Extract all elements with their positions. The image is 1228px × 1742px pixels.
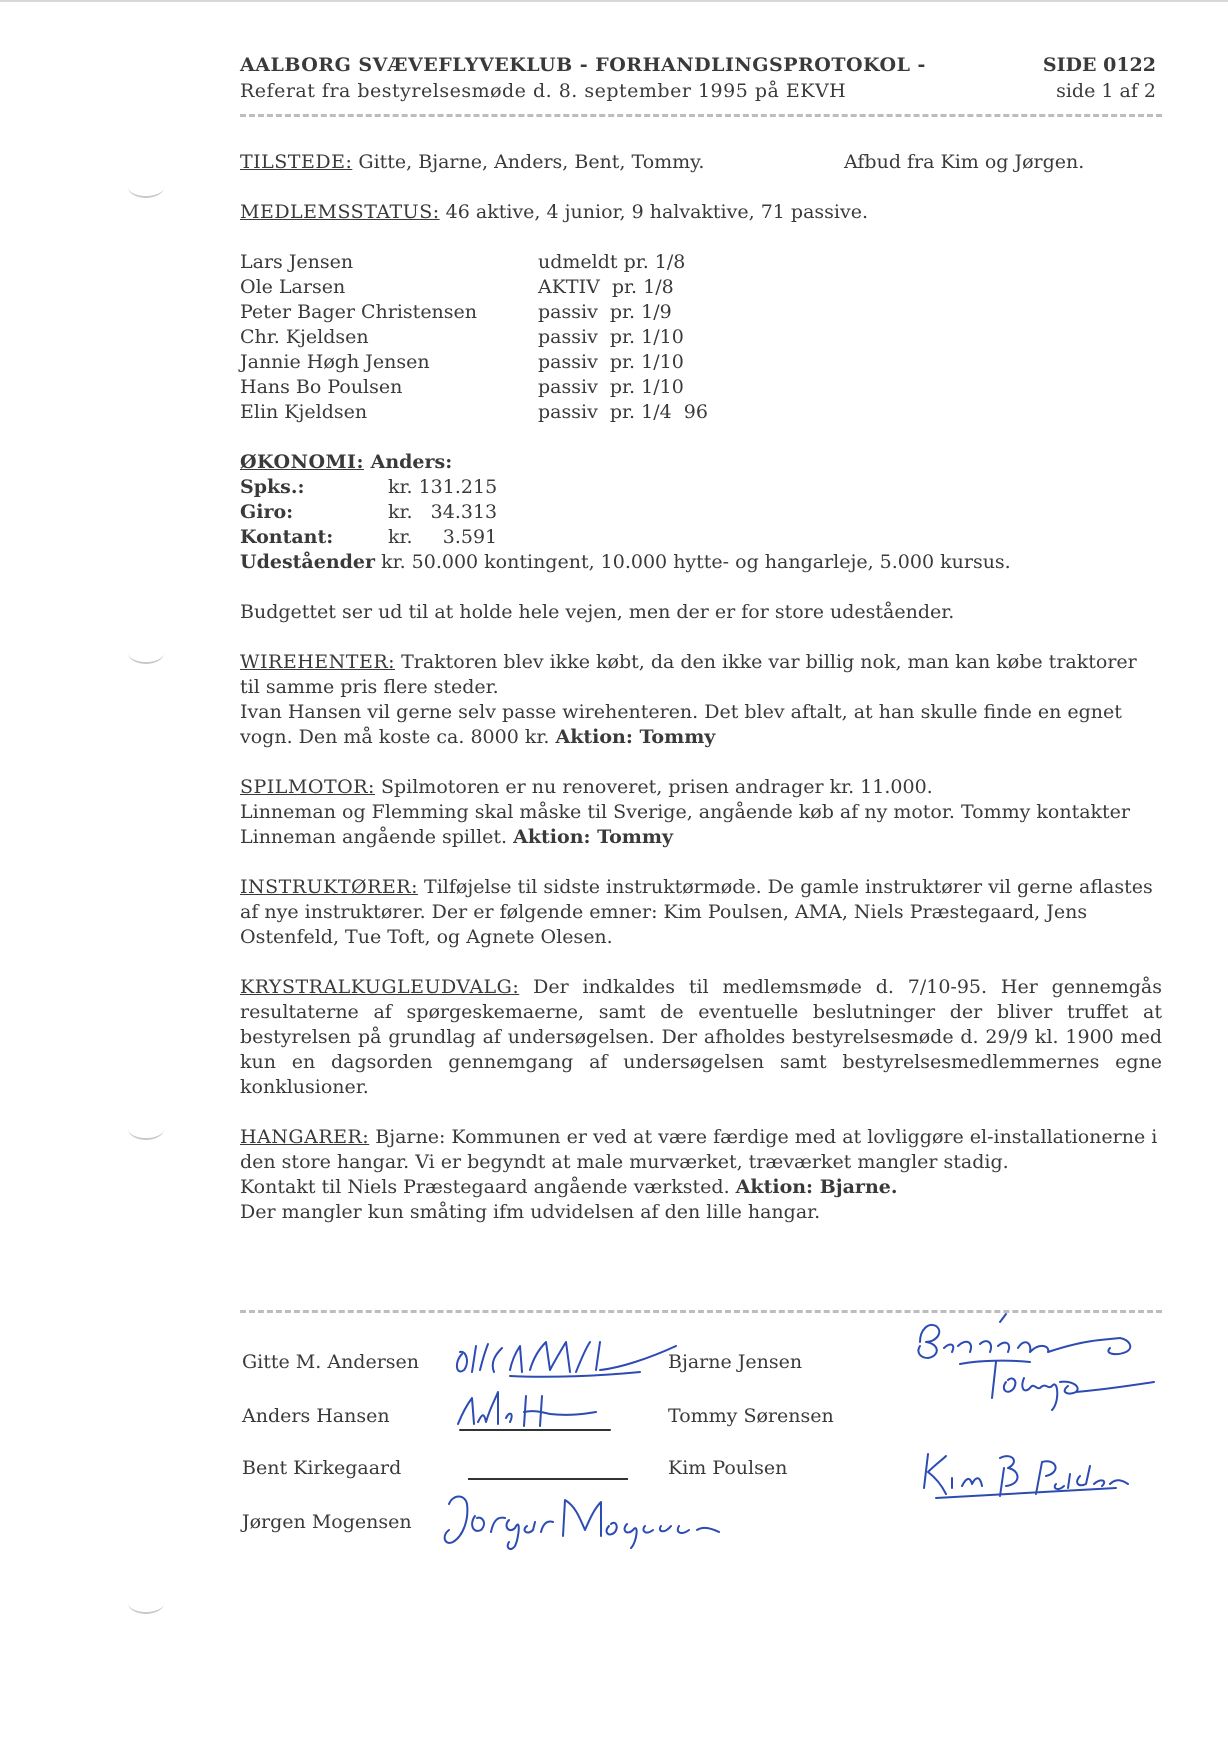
section-label: WIREHENTER:: [240, 651, 396, 673]
section-label: HANGARER:: [240, 1126, 370, 1148]
list-item: [240, 400, 1162, 425]
document-header: [240, 52, 926, 104]
member-name: Hans Bo Poulsen: [240, 376, 403, 398]
section-okonomi: [240, 450, 1162, 575]
action-owner: Aktion: Bjarne.: [735, 1176, 898, 1198]
punch-hole-mark: [128, 176, 164, 198]
udestaaender-row: [240, 550, 1162, 575]
minutes-body: [240, 150, 1162, 1250]
section-text: Tilføjelse til sidste instruktørmøde. De gamle instruktører vil gerne aflastes af nye instruktører. Der er følgende emner: Kim Poulsen, AMA, Niels Præstegaard, Jens Ostenfeld, Tue Toft, og Agnete Olesen.: [240, 876, 1153, 948]
udestaaender-text: kr. 50.000 kontingent, 10.000 hytte- og hangarleje, 5.000 kursus.: [381, 551, 1011, 573]
section-label: MEDLEMSSTATUS:: [240, 201, 440, 223]
section-text: Kontakt til Niels Præstegaard angående værksted.: [240, 1176, 730, 1198]
section-text: Spilmotoren er nu renoveret, prisen andrager kr. 11.000.: [380, 776, 933, 798]
member-changes-list: [240, 250, 1162, 425]
udestaaender-label: Udeståender: [240, 551, 376, 573]
member-name: Elin Kjeldsen: [240, 401, 368, 423]
okonomi-heading: [240, 450, 1162, 475]
account-row: [240, 525, 1162, 550]
list-item: [240, 275, 1162, 300]
afbud-text: Afbud fra Kim og Jørgen.: [844, 151, 1085, 173]
account-value: kr. 34.313: [388, 501, 498, 523]
signatory-name: Bjarne Jensen: [668, 1351, 803, 1373]
empty-signature-line: [468, 1478, 628, 1480]
document-title: AALBORG SVÆVEFLYVEKLUB - FORHANDLINGSPROTOKOL -: [240, 54, 926, 76]
section-text: Ivan Hansen vil gerne selv passe wirehenteren. Det blev aftalt, at han skulle finde en egnet vogn. Den må koste ca. 8000 kr.: [240, 701, 1122, 748]
member-status: AKTIV pr. 1/8: [538, 276, 674, 298]
section-label: TILSTEDE:: [240, 151, 353, 173]
member-status: passiv pr. 1/9: [538, 301, 672, 323]
handwritten-signature-gitte: [450, 1332, 680, 1382]
account-value: kr. 131.215: [388, 476, 498, 498]
section-hangarer: [240, 1125, 1162, 1225]
handwritten-signature-jorgen: [435, 1486, 735, 1556]
section-label: INSTRUKTØRER:: [240, 876, 418, 898]
punch-hole-mark: [128, 1118, 164, 1140]
handwritten-signature-anders: [450, 1384, 600, 1434]
punch-hole-mark: [128, 1592, 164, 1614]
member-name: Peter Bager Christensen: [240, 301, 478, 323]
section-label: ØKONOMI:: [240, 451, 364, 473]
section-wirehenter: [240, 650, 1162, 750]
section-spilmotor: [240, 775, 1162, 850]
list-item: [240, 300, 1162, 325]
section-text: Bjarne: Kommunen er ved at være færdige med at lovliggøre el-installationerne i den store hangar. Vi er begyndt at male murværket, træværket mangler stadig.: [240, 1126, 1158, 1173]
section-text: Gitte, Bjarne, Anders, Bent, Tommy.: [358, 151, 705, 173]
account-label: Giro:: [240, 501, 294, 523]
member-status: passiv pr. 1/4 96: [538, 401, 708, 423]
page-number-block: [1000, 52, 1156, 104]
punch-hole-mark: [128, 642, 164, 664]
section-text: Der mangler kun småting ifm udvidelsen af den lille hangar.: [240, 1201, 821, 1223]
list-item: [240, 350, 1162, 375]
member-status: passiv pr. 1/10: [538, 326, 684, 348]
list-item: [240, 325, 1162, 350]
section-text: Linneman og Flemming skal måske til Sverige, angående køb af ny motor. Tommy kontakter Linneman angående spillet.: [240, 801, 1131, 848]
section-label: SPILMOTOR:: [240, 776, 375, 798]
signatory-name: Gitte M. Andersen: [242, 1351, 420, 1373]
member-status: passiv pr. 1/10: [538, 351, 684, 373]
account-label: Spks.:: [240, 476, 305, 498]
signatory-name: Anders Hansen: [242, 1405, 390, 1427]
account-value: kr. 3.591: [388, 526, 498, 548]
handwritten-signature-bjarne-tommy: [900, 1312, 1160, 1412]
section-label: KRYSTRALKUGLEUDVALG:: [240, 976, 520, 998]
section-text: 46 aktive, 4 junior, 9 halvaktive, 71 passive.: [445, 201, 868, 223]
section-tilstede: [240, 150, 1162, 175]
page-label: SIDE 0122: [1042, 54, 1156, 76]
signatory-name: Jørgen Mogensen: [242, 1511, 412, 1533]
list-item: [240, 250, 1162, 275]
section-text: Der indkaldes til medlemsmøde d. 7/10-95. Her gennemgås resultaterne af spørgeskemaerne, samt de eventuelle beslutninger der bliver truffet at bestyrelsen på grundlag af undersøgelsen. Der afholdes bestyrelsesmøde d. 29/9 kl. 1900 med kun en dagsorden gennemgang af undersøgelsen samt bestyrelsesmedlemmernes egne konklusioner.: [240, 976, 1162, 1098]
action-owner: Aktion: Tommy: [513, 826, 674, 848]
member-name: Jannie Høgh Jensen: [240, 351, 430, 373]
account-row: [240, 475, 1162, 500]
handwritten-signature-kim: [916, 1444, 1146, 1504]
signatory-name: Bent Kirkegaard: [242, 1457, 402, 1479]
member-status: udmeldt pr. 1/8: [538, 251, 686, 273]
okonomi-person: Anders:: [370, 451, 453, 473]
signatory-name: Kim Poulsen: [668, 1457, 788, 1479]
account-label: Kontant:: [240, 526, 334, 548]
section-krystalkugle: [240, 975, 1162, 1100]
list-item: [240, 375, 1162, 400]
section-medlemsstatus: [240, 200, 1162, 225]
page-of: side 1 af 2: [1056, 80, 1156, 102]
scan-edge-line: [0, 0, 1228, 2]
document-subtitle: Referat fra bestyrelsesmøde d. 8. september 1995 på EKVH: [240, 80, 847, 102]
signatory-name: Tommy Sørensen: [668, 1405, 834, 1427]
member-name: Chr. Kjeldsen: [240, 326, 369, 348]
section-instruktorer: [240, 875, 1162, 950]
member-status: passiv pr. 1/10: [538, 376, 684, 398]
member-name: Ole Larsen: [240, 276, 346, 298]
action-owner: Aktion: Tommy: [555, 726, 716, 748]
member-name: Lars Jensen: [240, 251, 354, 273]
budget-note: Budgettet ser ud til at holde hele vejen, men der er for store udeståender.: [240, 601, 955, 623]
account-row: [240, 500, 1162, 525]
section-text: Traktoren blev ikke købt, da den ikke var billig nok, man kan købe traktorer til samme pris flere steder.: [240, 651, 1137, 698]
header-divider: [240, 114, 1162, 117]
